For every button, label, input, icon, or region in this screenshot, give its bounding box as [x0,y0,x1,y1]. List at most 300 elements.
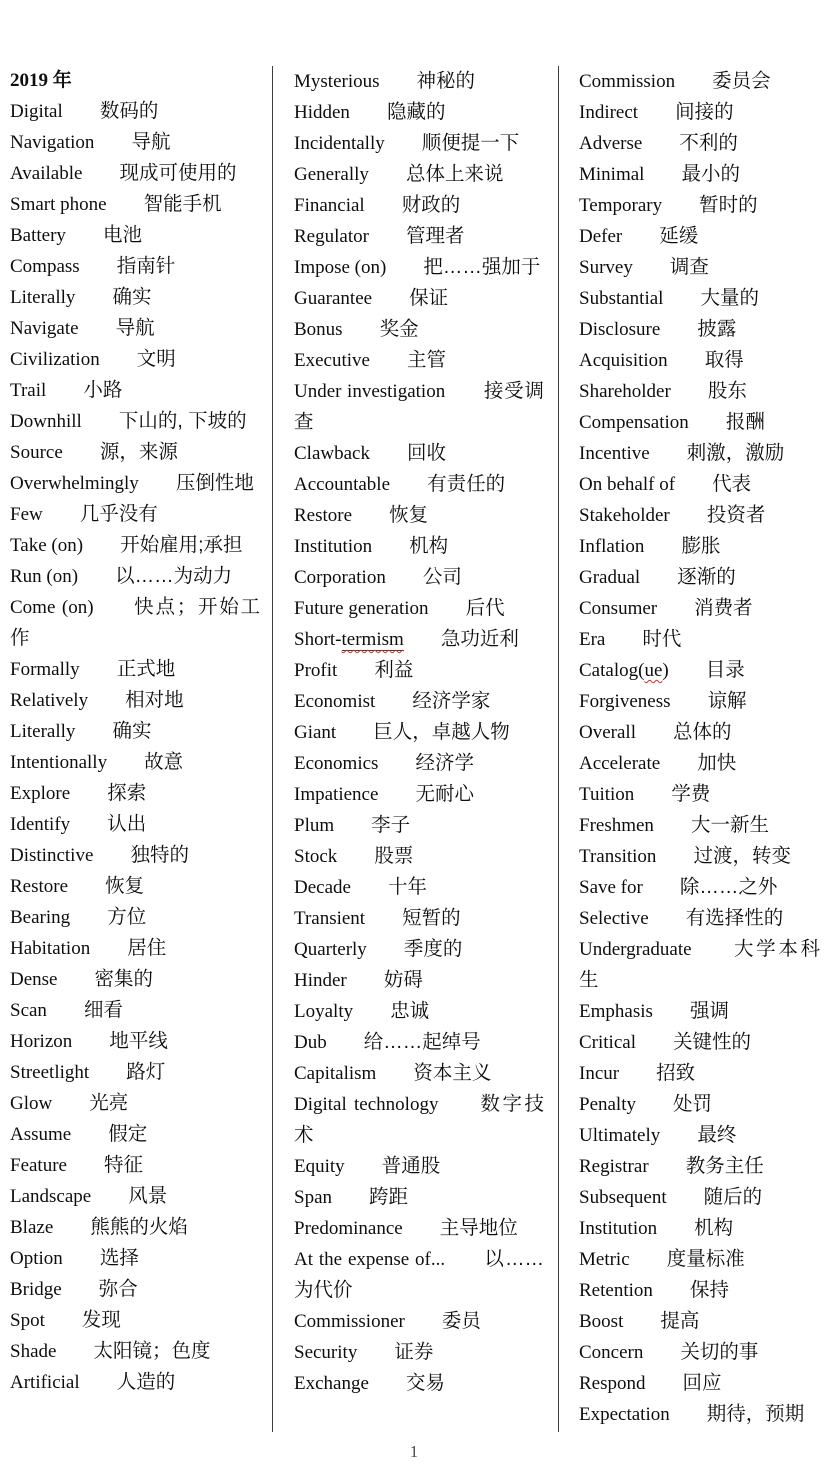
english-term: Take (on) [10,535,84,556]
chinese-meaning: 回应 [682,1372,722,1394]
vocab-entry [579,283,820,314]
english-term: Ultimately [579,1125,661,1146]
vocab-entry [10,716,260,747]
vocab-column-2 [272,66,558,1432]
chinese-meaning: 确实 [112,720,152,742]
vocab-entry [579,717,820,748]
chinese-meaning: 招致 [656,1062,696,1084]
chinese-meaning: 委员 [441,1310,481,1332]
vocab-entry [294,469,544,500]
vocab-entry [579,1027,820,1058]
chinese-meaning: 下山的, 下坡的 [118,410,247,432]
english-term: Decade [294,877,351,898]
vocab-entry [579,159,820,190]
english-term: Shareholder [579,381,671,402]
english-term: Formally [10,659,80,680]
english-term: Acquisition [579,350,668,371]
vocab-entry [294,934,544,965]
english-term: Emphasis [579,1001,653,1022]
english-term: Commission [579,71,676,92]
english-term: Run (on) [10,566,79,587]
english-term: Boost [579,1311,624,1332]
english-term: Navigate [10,318,79,339]
chinese-meaning: 过渡，转变 [693,845,791,867]
chinese-meaning: 股东 [707,380,747,402]
chinese-meaning: 股票 [374,845,414,867]
chinese-meaning: 证券 [394,1341,434,1363]
vocab-entry [10,375,260,406]
vocab-entry [294,1337,544,1368]
english-term: On behalf of [579,474,676,495]
chinese-meaning: 取得 [704,349,744,371]
english-term: Executive [294,350,370,371]
english-term: Incentive [579,443,650,464]
english-term: Downhill [10,411,82,432]
english-term: Streetlight [10,1062,90,1083]
english-term: Assume [10,1124,72,1145]
chinese-meaning: 强调 [689,1000,729,1022]
english-term: Under investigation [294,381,446,402]
english-term: Intentionally [10,752,108,773]
vocab-entry [579,562,820,593]
english-term: Plum [294,815,335,836]
vocab-entry [579,66,820,97]
chinese-meaning: 奖金 [379,318,419,340]
vocab-entry [579,376,820,407]
chinese-meaning: 特征 [104,1154,144,1176]
english-term: Defer [579,226,623,247]
vocab-entry [10,778,260,809]
vocab-entry [579,1182,820,1213]
vocab-entry [10,654,260,685]
chinese-meaning: 弥合 [98,1278,138,1300]
vocab-entry [294,686,544,717]
vocab-entry [579,934,820,996]
english-term: Few [10,504,43,525]
english-term: Accountable [294,474,391,495]
vocab-entry [579,97,820,128]
vocab-entry [294,252,544,283]
vocab-entry [10,158,260,189]
vocab-entry [10,840,260,871]
vocab-entry [10,1212,260,1243]
english-term: Compass [10,256,80,277]
chinese-meaning: 调查 [669,256,709,278]
chinese-meaning: 期待，预期 [706,1403,805,1425]
english-term: Stock [294,846,338,867]
chinese-meaning: 主管 [407,349,447,371]
chinese-meaning: 故意 [144,751,184,773]
english-term: Smart phone [10,194,107,215]
chinese-meaning: 文明 [136,348,176,370]
chinese-meaning: 源，来源 [99,441,178,463]
chinese-meaning: 机构 [694,1217,734,1239]
vocab-entry [10,685,260,716]
english-term: Consumer [579,598,658,619]
english-term: Survey [579,257,633,278]
vocab-entry [579,779,820,810]
chinese-meaning: 不利的 [679,132,738,154]
vocab-entry [10,1274,260,1305]
vocab-entry [10,1026,260,1057]
vocab-entry [579,1058,820,1089]
english-term: Security [294,1342,358,1363]
vocab-entry [10,220,260,251]
english-term: Economics [294,753,379,774]
chinese-meaning: 现成可使用的 [119,162,237,184]
english-term: Freshmen [579,815,654,836]
chinese-meaning: 恢复 [105,875,145,897]
spellcheck-underline: termism [341,629,404,650]
vocab-entry [10,1181,260,1212]
english-term: Horizon [10,1031,73,1052]
vocab-entry [294,1027,544,1058]
english-term: Registrar [579,1156,649,1177]
chinese-meaning: 目录 [705,659,745,681]
vocab-entry [294,965,544,996]
chinese-meaning: 无耐心 [415,783,474,805]
vocab-entry [294,97,544,128]
english-term: Incur [579,1063,620,1084]
vocab-entry [10,747,260,778]
chinese-meaning: 回收 [407,442,447,464]
chinese-meaning: 接受调查 [294,380,544,433]
english-term: Digital technology [294,1094,439,1115]
english-term: Institution [579,1218,658,1239]
english-term: Gradual [579,567,641,588]
english-term: Concern [579,1342,644,1363]
vocab-entry [579,500,820,531]
vocab-entry [294,1213,544,1244]
english-term: Indirect [579,102,639,123]
vocab-entry [579,593,820,624]
page-number: 1 [409,1442,419,1461]
chinese-meaning: 大量的 [700,287,760,309]
english-term: Capitalism [294,1063,377,1084]
vocab-entry [579,903,820,934]
english-term: Come (on) [10,597,94,618]
vocab-entry [579,531,820,562]
english-term: Transient [294,908,366,929]
english-term: Explore [10,783,71,804]
vocab-entry [579,469,820,500]
chinese-meaning: 忠诚 [390,1000,430,1022]
english-term: Temporary [579,195,663,216]
english-term: Inflation [579,536,645,557]
english-term: Exchange [294,1373,369,1394]
vocab-entry [579,314,820,345]
vocab-entry [294,345,544,376]
chinese-meaning: 刺激，激励 [686,442,785,464]
chinese-meaning: 导航 [131,131,171,153]
english-term: Subsequent [579,1187,667,1208]
english-term: Undergraduate [579,939,692,960]
english-term: Clawback [294,443,370,464]
vocab-entry [294,810,544,841]
vocab-entry [294,438,544,469]
vocab-entry [579,1399,820,1430]
vocab-entry [579,438,820,469]
english-term: Guarantee [294,288,373,309]
english-term: Overwhelmingly [10,473,139,494]
chinese-meaning: 关键性的 [673,1031,752,1053]
chinese-meaning: 确实 [112,286,152,308]
chinese-meaning: 管理者 [405,225,465,247]
chinese-meaning: 快点；开始工作 [10,596,261,649]
vocab-entry [294,1368,544,1399]
english-term: Forgiveness [579,691,671,712]
vocab-entry [10,96,260,127]
english-term: Save for [579,877,643,898]
english-term: Civilization [10,349,100,370]
english-term: Predominance [294,1218,403,1239]
english-term: Habitation [10,938,91,959]
chinese-meaning: 交易 [405,1372,445,1394]
chinese-meaning: 随后的 [703,1186,763,1208]
chinese-meaning: 普通股 [381,1155,441,1177]
vocab-entry [10,344,260,375]
english-term: Disclosure [579,319,661,340]
chinese-meaning: 相对地 [125,689,184,711]
chinese-meaning: 处罚 [673,1093,713,1115]
vocab-entry [579,748,820,779]
chinese-meaning: 地平线 [109,1030,168,1052]
vocab-entry [294,779,544,810]
chinese-meaning: 披露 [697,318,737,340]
english-term: Scan [10,1000,47,1021]
english-term: Shade [10,1341,57,1362]
chinese-meaning: 主导地位 [439,1217,518,1239]
vocab-entry [10,127,260,158]
english-term: Battery [10,225,66,246]
chinese-meaning: 李子 [371,814,411,836]
vocab-entry [10,871,260,902]
english-term: Critical [579,1032,636,1053]
vocab-entry [10,468,260,499]
vocab-entries-1 [10,96,260,1398]
chinese-meaning: 提高 [660,1310,700,1332]
vocab-entry [10,282,260,313]
english-term: Available [10,163,83,184]
english-term: Literally [10,287,76,308]
english-term: Penalty [579,1094,636,1115]
english-term: Impose (on) [294,257,387,278]
vocab-entry [294,1306,544,1337]
chinese-meaning: 投资者 [706,504,766,526]
chinese-meaning: 逐渐的 [677,566,736,588]
english-term: Spot [10,1310,45,1331]
chinese-meaning: 把……强加于 [423,256,541,278]
english-term: Hidden [294,102,350,123]
chinese-meaning: 消费者 [694,597,753,619]
chinese-meaning: 开始雇用;承担 [120,534,243,556]
vocab-entry [294,128,544,159]
vocab-entry [294,593,544,624]
english-term: Restore [294,505,353,526]
english-term: Trail [10,380,47,401]
english-term: Commissioner [294,1311,405,1332]
chinese-meaning: 给……起绰号 [363,1031,481,1053]
vocab-entry [294,221,544,252]
vocab-entry [10,530,260,561]
chinese-meaning: 季度的 [403,938,463,960]
chinese-meaning: 延缓 [659,225,699,247]
english-term: Generally [294,164,369,185]
chinese-meaning: 跨距 [369,1186,409,1208]
chinese-meaning: 太阳镜；色度 [93,1340,211,1362]
english-term: Stakeholder [579,505,670,526]
chinese-meaning: 暂时的 [699,194,758,216]
vocab-entry [579,1213,820,1244]
chinese-meaning: 机构 [409,535,449,557]
vocab-entry [294,190,544,221]
chinese-meaning: 间接的 [675,101,734,123]
vocab-entry [10,251,260,282]
chinese-meaning: 利益 [374,659,414,681]
vocab-entry [294,1182,544,1213]
vocab-column-1 [0,66,272,1432]
chinese-meaning: 隐藏的 [386,101,446,123]
chinese-meaning: 经济学家 [412,690,491,712]
vocab-entry [579,345,820,376]
vocab-entry [579,996,820,1027]
chinese-meaning: 方位 [107,906,147,928]
chinese-meaning: 时代 [642,628,682,650]
chinese-meaning: 顺便提一下 [421,132,520,154]
chinese-meaning: 正式地 [116,658,176,680]
english-term: Metric [579,1249,630,1270]
vocab-entry [579,1244,820,1275]
english-term: Era [579,629,606,650]
chinese-meaning: 妨碍 [383,969,423,991]
english-term: Giant [294,722,337,743]
english-term: Restore [10,876,69,897]
chinese-meaning: 关切的事 [680,1341,759,1363]
english-term: Navigation [10,132,95,153]
english-term: Equity [294,1156,345,1177]
vocab-entry [10,1119,260,1150]
vocab-entry [579,624,820,655]
vocab-entry [294,314,544,345]
chinese-meaning: 财政的 [401,194,461,216]
english-term: Short-termism [294,629,404,650]
english-term: Impatience [294,784,379,805]
english-term: Economist [294,691,376,712]
vocab-entry [294,996,544,1027]
vocab-entry [579,1089,820,1120]
chinese-meaning: 以……为动力 [115,565,233,587]
vocab-entry [294,500,544,531]
chinese-meaning: 以……为代价 [294,1248,545,1301]
english-term: Landscape [10,1186,92,1207]
vocab-entry [10,964,260,995]
chinese-meaning: 报酬 [725,411,765,433]
chinese-meaning: 委员会 [712,70,771,92]
chinese-meaning: 加快 [697,752,737,774]
english-term: Corporation [294,567,386,588]
chinese-meaning: 人造的 [116,1371,176,1393]
english-term: Identify [10,814,71,835]
english-term: Expectation [579,1404,670,1425]
chinese-meaning: 独特的 [130,844,189,866]
vocab-entry [10,499,260,530]
chinese-meaning: 小路 [83,379,123,401]
english-term: Hinder [294,970,347,991]
chinese-meaning: 路灯 [126,1061,166,1083]
vocab-entry [294,283,544,314]
english-term: Dense [10,969,58,990]
vocab-entry [294,159,544,190]
chinese-meaning: 经济学 [415,752,474,774]
chinese-meaning: 发现 [81,1309,121,1331]
english-term: Selective [579,908,649,929]
english-term: Blaze [10,1217,54,1238]
english-term: Quarterly [294,939,367,960]
chinese-meaning: 电池 [102,224,142,246]
english-term: At the expense of... [294,1249,446,1270]
vocab-entries-3 [579,66,820,1430]
chinese-meaning: 密集的 [94,968,154,990]
english-term: Mysterious [294,71,380,92]
vocab-entry [10,437,260,468]
english-term: Financial [294,195,365,216]
english-term: Transition [579,846,657,867]
chinese-meaning: 总体的 [673,721,732,743]
english-term: Tuition [579,784,635,805]
vocab-entry [10,313,260,344]
chinese-meaning: 指南针 [116,255,176,277]
vocab-entry [10,1336,260,1367]
vocab-entry [579,810,820,841]
chinese-meaning: 细看 [83,999,123,1021]
english-term: Retention [579,1280,653,1301]
chinese-meaning: 探索 [107,782,147,804]
vocab-entry [294,748,544,779]
chinese-meaning: 除……之外 [679,876,778,898]
chinese-meaning: 膨胀 [681,535,721,557]
chinese-meaning: 智能手机 [143,193,222,215]
chinese-meaning: 教务主任 [685,1155,764,1177]
english-term: Institution [294,536,373,557]
vocab-entry [10,406,260,437]
english-term: Glow [10,1093,53,1114]
vocab-entry [579,221,820,252]
english-term: Relatively [10,690,89,711]
chinese-meaning: 光亮 [89,1092,129,1114]
vocab-entry [294,1058,544,1089]
english-term: Digital [10,101,63,122]
english-term: Loyalty [294,1001,354,1022]
chinese-meaning: 风景 [128,1185,168,1207]
chinese-meaning: 数字技术 [294,1093,544,1146]
vocab-entry [579,655,820,686]
english-term: Incidentally [294,133,385,154]
chinese-meaning: 认出 [107,813,147,835]
vocab-entry [294,531,544,562]
vocab-entry [294,841,544,872]
chinese-meaning: 后代 [465,597,505,619]
vocab-entry [294,376,544,438]
english-term: Distinctive [10,845,94,866]
chinese-meaning: 有责任的 [427,473,506,495]
vocab-entry [10,592,260,654]
vocab-entry [579,252,820,283]
chinese-meaning: 代表 [712,473,752,495]
chinese-meaning: 公司 [422,566,462,588]
vocab-entry [579,1306,820,1337]
vocab-entry [579,190,820,221]
vocab-entries-2 [294,66,544,1399]
